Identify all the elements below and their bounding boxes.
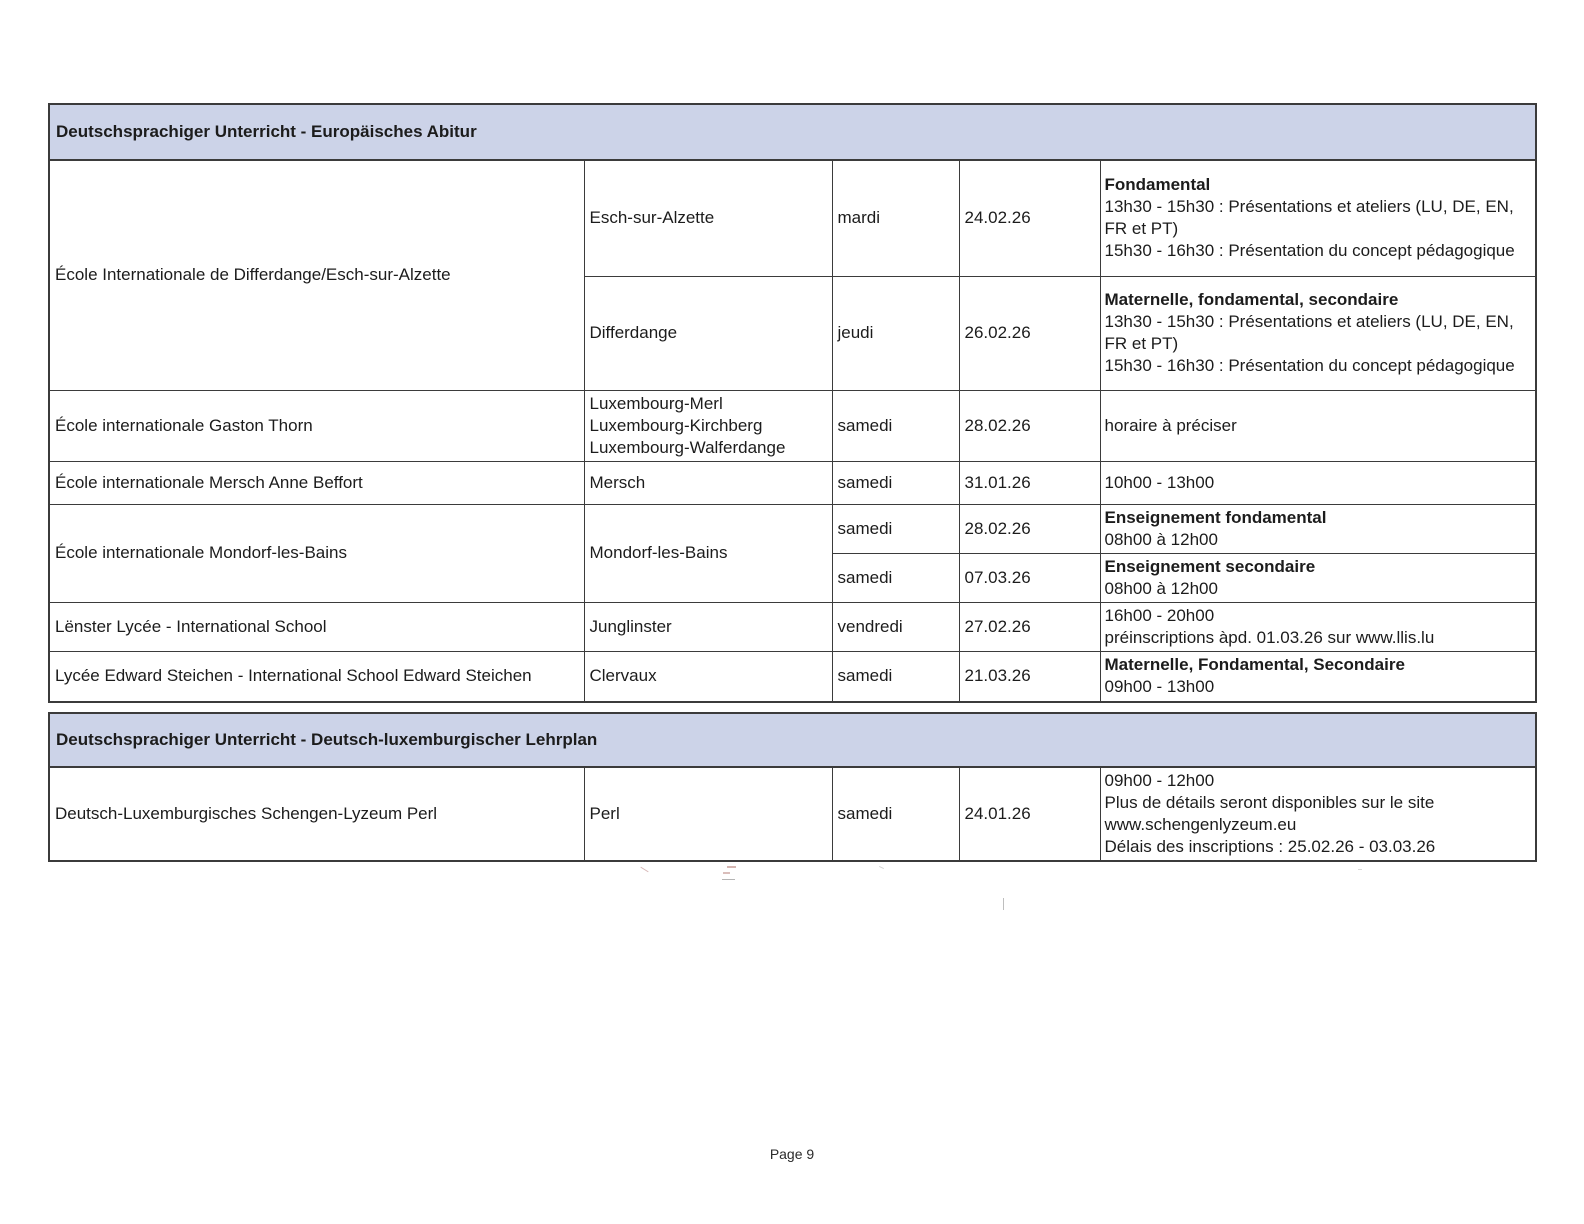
details-line: Plus de détails seront disponibles sur le site www.schengenlyzeum.eu	[1104, 793, 1435, 835]
scan-artifact	[722, 879, 735, 880]
location-line: Luxembourg-Walferdange	[589, 437, 786, 457]
table-europaeisches-abitur	[48, 103, 1537, 703]
details-line: 15h30 - 16h30 : Présentation du concept pédagogique	[1104, 356, 1515, 376]
table-row	[49, 767, 1536, 861]
table-row	[49, 603, 1536, 652]
details-line: 08h00 à 12h00	[1104, 579, 1218, 599]
school-cell: Lycée Edward Steichen - International School Edward Steichen	[49, 652, 584, 702]
day-cell: samedi	[832, 553, 959, 602]
scan-artifact	[1003, 898, 1004, 910]
details-line: horaire à préciser	[1104, 415, 1237, 435]
scan-artifact	[879, 866, 884, 869]
details-line: 10h00 - 13h00	[1104, 472, 1215, 492]
day-cell: mardi	[832, 160, 959, 276]
scan-artifact	[1358, 869, 1362, 870]
school-cell: Deutsch-Luxemburgisches Schengen-Lyzeum Perl	[49, 767, 584, 861]
details-line: Délais des inscriptions : 25.02.26 - 03.03.26	[1104, 837, 1436, 857]
location-cell: Mersch	[584, 461, 832, 504]
day-cell: samedi	[832, 767, 959, 861]
date-cell: 28.02.26	[959, 504, 1100, 553]
details-cell	[1100, 767, 1536, 861]
table-row	[49, 504, 1536, 553]
details-line: 09h00 - 13h00	[1104, 677, 1215, 697]
date-cell: 07.03.26	[959, 553, 1100, 602]
details-cell	[1100, 504, 1536, 553]
school-cell: École internationale Gaston Thorn	[49, 390, 584, 461]
date-cell: 24.02.26	[959, 160, 1100, 276]
details-heading: Fondamental	[1104, 175, 1211, 195]
scan-artifact	[723, 872, 730, 874]
table-row	[49, 160, 1536, 276]
details-heading: Enseignement secondaire	[1104, 556, 1316, 576]
table-row	[49, 390, 1536, 461]
date-cell: 24.01.26	[959, 767, 1100, 861]
day-cell: samedi	[832, 652, 959, 702]
date-cell: 27.02.26	[959, 603, 1100, 652]
table-title: Deutschsprachiger Unterricht - Deutsch-luxemburgischer Lehrplan	[49, 713, 1536, 767]
details-line: préinscriptions àpd. 01.03.26 sur www.llis.lu	[1104, 628, 1435, 648]
location-cell: Clervaux	[584, 652, 832, 702]
details-cell	[1100, 160, 1536, 276]
details-heading: Maternelle, Fondamental, Secondaire	[1104, 655, 1405, 675]
location-cell: Esch-sur-Alzette	[584, 160, 832, 276]
location-cell: Differdange	[584, 276, 832, 390]
day-cell: samedi	[832, 504, 959, 553]
location-line: Luxembourg-Merl	[589, 393, 723, 413]
scan-artifact	[727, 866, 736, 868]
school-cell: Lënster Lycée - International School	[49, 603, 584, 652]
day-cell: samedi	[832, 461, 959, 504]
day-cell: vendredi	[832, 603, 959, 652]
details-cell	[1100, 390, 1536, 461]
table-header-row	[49, 104, 1536, 160]
day-cell: jeudi	[832, 276, 959, 390]
details-cell	[1100, 276, 1536, 390]
details-line: 08h00 à 12h00	[1104, 529, 1218, 549]
location-line: Luxembourg-Kirchberg	[589, 415, 763, 435]
table-row	[49, 461, 1536, 504]
date-cell: 31.01.26	[959, 461, 1100, 504]
table-deutsch-luxemburgischer-lehrplan	[48, 712, 1537, 862]
details-line: 16h00 - 20h00	[1104, 606, 1215, 626]
location-cell: Mondorf-les-Bains	[584, 504, 832, 602]
location-cell: Perl	[584, 767, 832, 861]
table-header-row	[49, 713, 1536, 767]
details-line: 15h30 - 16h30 : Présentation du concept pédagogique	[1104, 241, 1515, 261]
location-cell	[584, 390, 832, 461]
table-row	[49, 652, 1536, 702]
details-heading: Enseignement fondamental	[1104, 507, 1327, 527]
page-number: Page 9	[769, 1146, 815, 1162]
details-cell	[1100, 553, 1536, 602]
date-cell: 28.02.26	[959, 390, 1100, 461]
location-cell: Junglinster	[584, 603, 832, 652]
details-cell	[1100, 652, 1536, 702]
school-cell: École internationale Mersch Anne Beffort	[49, 461, 584, 504]
date-cell: 26.02.26	[959, 276, 1100, 390]
table-title: Deutschsprachiger Unterricht - Europäisches Abitur	[49, 104, 1536, 160]
details-cell	[1100, 603, 1536, 652]
details-line: 09h00 - 12h00	[1104, 771, 1215, 790]
scan-artifact	[640, 867, 648, 873]
school-cell: École Internationale de Differdange/Esch-sur-Alzette	[49, 160, 584, 390]
details-cell	[1100, 461, 1536, 504]
day-cell: samedi	[832, 390, 959, 461]
details-line: 13h30 - 15h30 : Présentations et ateliers (LU, DE, EN, FR et PT)	[1104, 311, 1514, 353]
details-line: 13h30 - 15h30 : Présentations et ateliers (LU, DE, EN, FR et PT)	[1104, 197, 1514, 239]
date-cell: 21.03.26	[959, 652, 1100, 702]
school-cell: École internationale Mondorf-les-Bains	[49, 504, 584, 602]
details-heading: Maternelle, fondamental, secondaire	[1104, 289, 1399, 309]
